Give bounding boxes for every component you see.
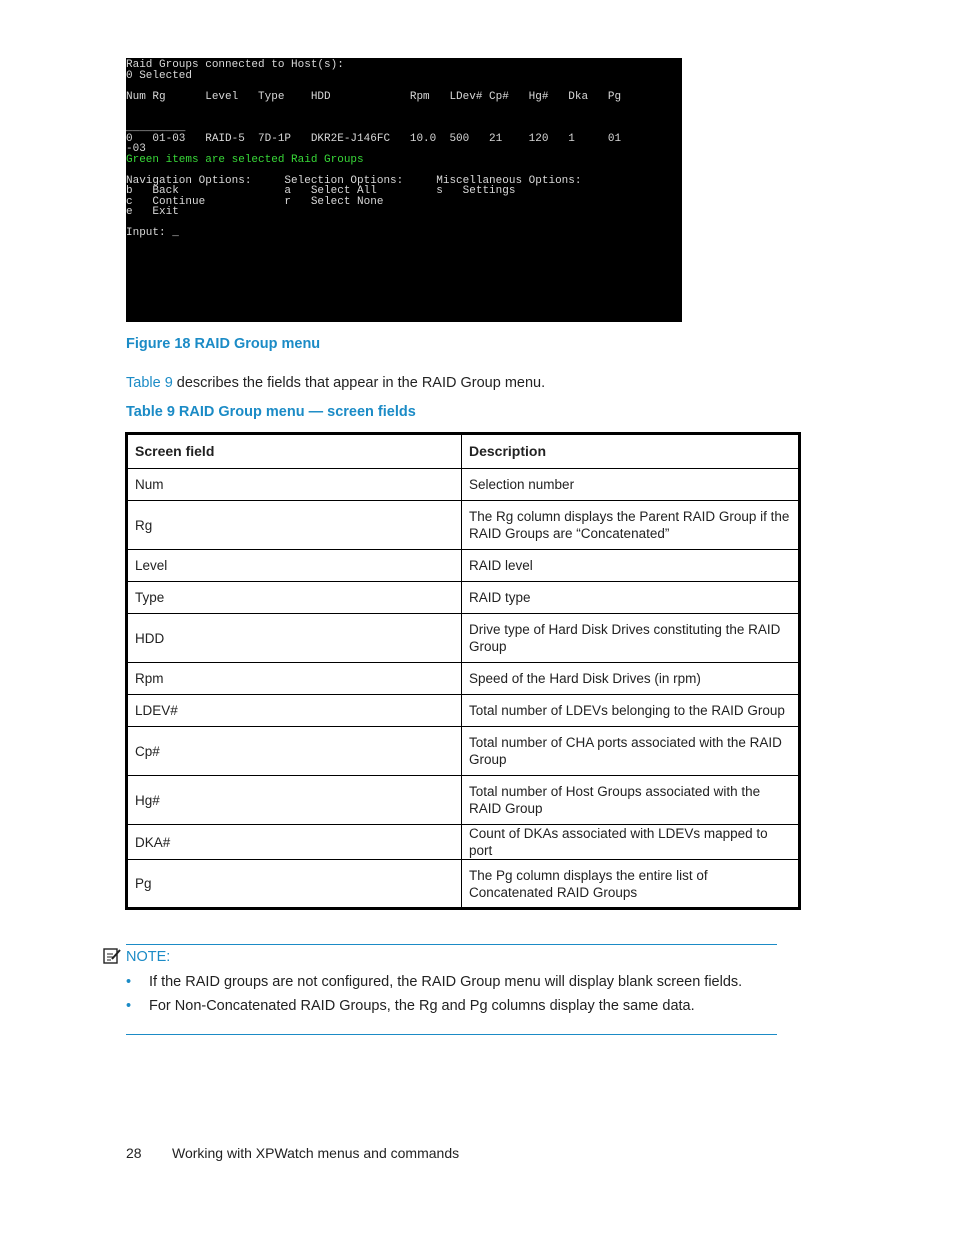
- header-description: Description: [462, 434, 800, 469]
- note-bottom-rule: [126, 1034, 777, 1035]
- terminal-line: Input: _: [126, 227, 179, 239]
- note-label: NOTE:: [126, 949, 171, 965]
- table-caption: Table 9 RAID Group menu — screen fields: [126, 404, 416, 420]
- description-cell: Selection number: [462, 469, 800, 501]
- terminal-line: _________: [126, 122, 186, 134]
- table-row: [127, 860, 800, 909]
- description-cell: RAID level: [462, 550, 800, 582]
- field-cell: Pg: [127, 860, 462, 909]
- terminal-line: Raid Groups connected to Host(s):: [126, 59, 344, 71]
- field-cell: LDEV#: [127, 695, 462, 727]
- bullet-dot-icon: •: [126, 998, 132, 1014]
- footer-section-title: Working with XPWatch menus and commands: [172, 1145, 460, 1161]
- note-bullet: [126, 998, 695, 1014]
- terminal-line: e Exit: [126, 206, 179, 218]
- terminal-line: Num Rg Level Type HDD Rpm LDev# Cp# Hg# Dka Pg: [126, 90, 622, 103]
- field-cell: Cp#: [127, 727, 462, 776]
- note-bullet: [126, 974, 742, 990]
- table-row: [127, 501, 800, 550]
- note-top-rule: [126, 944, 777, 945]
- description-cell: Speed of the Hard Disk Drives (in rpm): [462, 663, 800, 695]
- table-header-row: [127, 434, 800, 469]
- note-pencil-icon: [103, 948, 121, 964]
- field-cell: Type: [127, 582, 462, 614]
- description-cell: RAID type: [462, 582, 800, 614]
- table-row: [127, 582, 800, 614]
- terminal-line: c Continue r Select None: [126, 195, 384, 208]
- table-row: [127, 695, 800, 727]
- field-cell: Num: [127, 469, 462, 501]
- table-row: [127, 663, 800, 695]
- terminal-line: Green items are selected Raid Groups: [126, 153, 364, 166]
- field-cell: DKA#: [127, 825, 462, 860]
- intro-text: describes the fields that appear in the RAID Group menu.: [172, 375, 546, 391]
- field-cell: Rpm: [127, 663, 462, 695]
- field-cell: Level: [127, 550, 462, 582]
- description-cell: Total number of LDEVs belonging to the RAID Group: [462, 695, 800, 727]
- field-cell: HDD: [127, 614, 462, 663]
- table-row: [127, 727, 800, 776]
- terminal-line: -03: [126, 143, 146, 155]
- note-bullet-text: If the RAID groups are not configured, the RAID Group menu will display blank screen fields.: [149, 974, 743, 990]
- description-cell: The Rg column displays the Parent RAID Group if the RAID Groups are “Concatenated”: [462, 501, 800, 550]
- terminal-line: Navigation Options: Selection Options: Miscellaneous Options:: [126, 174, 582, 187]
- bullet-dot-icon: •: [126, 974, 132, 990]
- description-cell: Total number of Host Groups associated with the RAID Group: [462, 776, 800, 825]
- table-row: [127, 469, 800, 501]
- table-row: [127, 614, 800, 663]
- description-cell: Drive type of Hard Disk Drives constituting the RAID Group: [462, 614, 800, 663]
- table-link[interactable]: Table 9: [126, 375, 173, 391]
- screen-fields-table: [125, 432, 801, 910]
- description-cell: The Pg column displays the entire list of Concatenated RAID Groups: [462, 860, 800, 909]
- terminal-screenshot: [126, 58, 682, 322]
- description-cell: Total number of CHA ports associated with the RAID Group: [462, 727, 800, 776]
- page-number: 28: [126, 1145, 142, 1161]
- intro-paragraph: [126, 375, 545, 391]
- description-cell: Count of DKAs associated with LDEVs mapped to port: [462, 825, 800, 860]
- figure-caption: Figure 18 RAID Group menu: [126, 336, 321, 352]
- terminal-line: 0 01-03 RAID-5 7D-1P DKR2E-J146FC 10.0 500 21 120 1 01: [126, 132, 622, 145]
- field-cell: Rg: [127, 501, 462, 550]
- field-cell: Hg#: [127, 776, 462, 825]
- note-bullet-text: For Non-Concatenated RAID Groups, the Rg and Pg columns display the same data.: [149, 998, 695, 1014]
- terminal-line: 0 Selected: [126, 69, 193, 82]
- table-row: [127, 550, 800, 582]
- terminal-line: b Back a Select All s Settings: [126, 185, 516, 197]
- header-screen-field: Screen field: [127, 434, 462, 469]
- table-row: [127, 776, 800, 825]
- table-row: [127, 825, 800, 860]
